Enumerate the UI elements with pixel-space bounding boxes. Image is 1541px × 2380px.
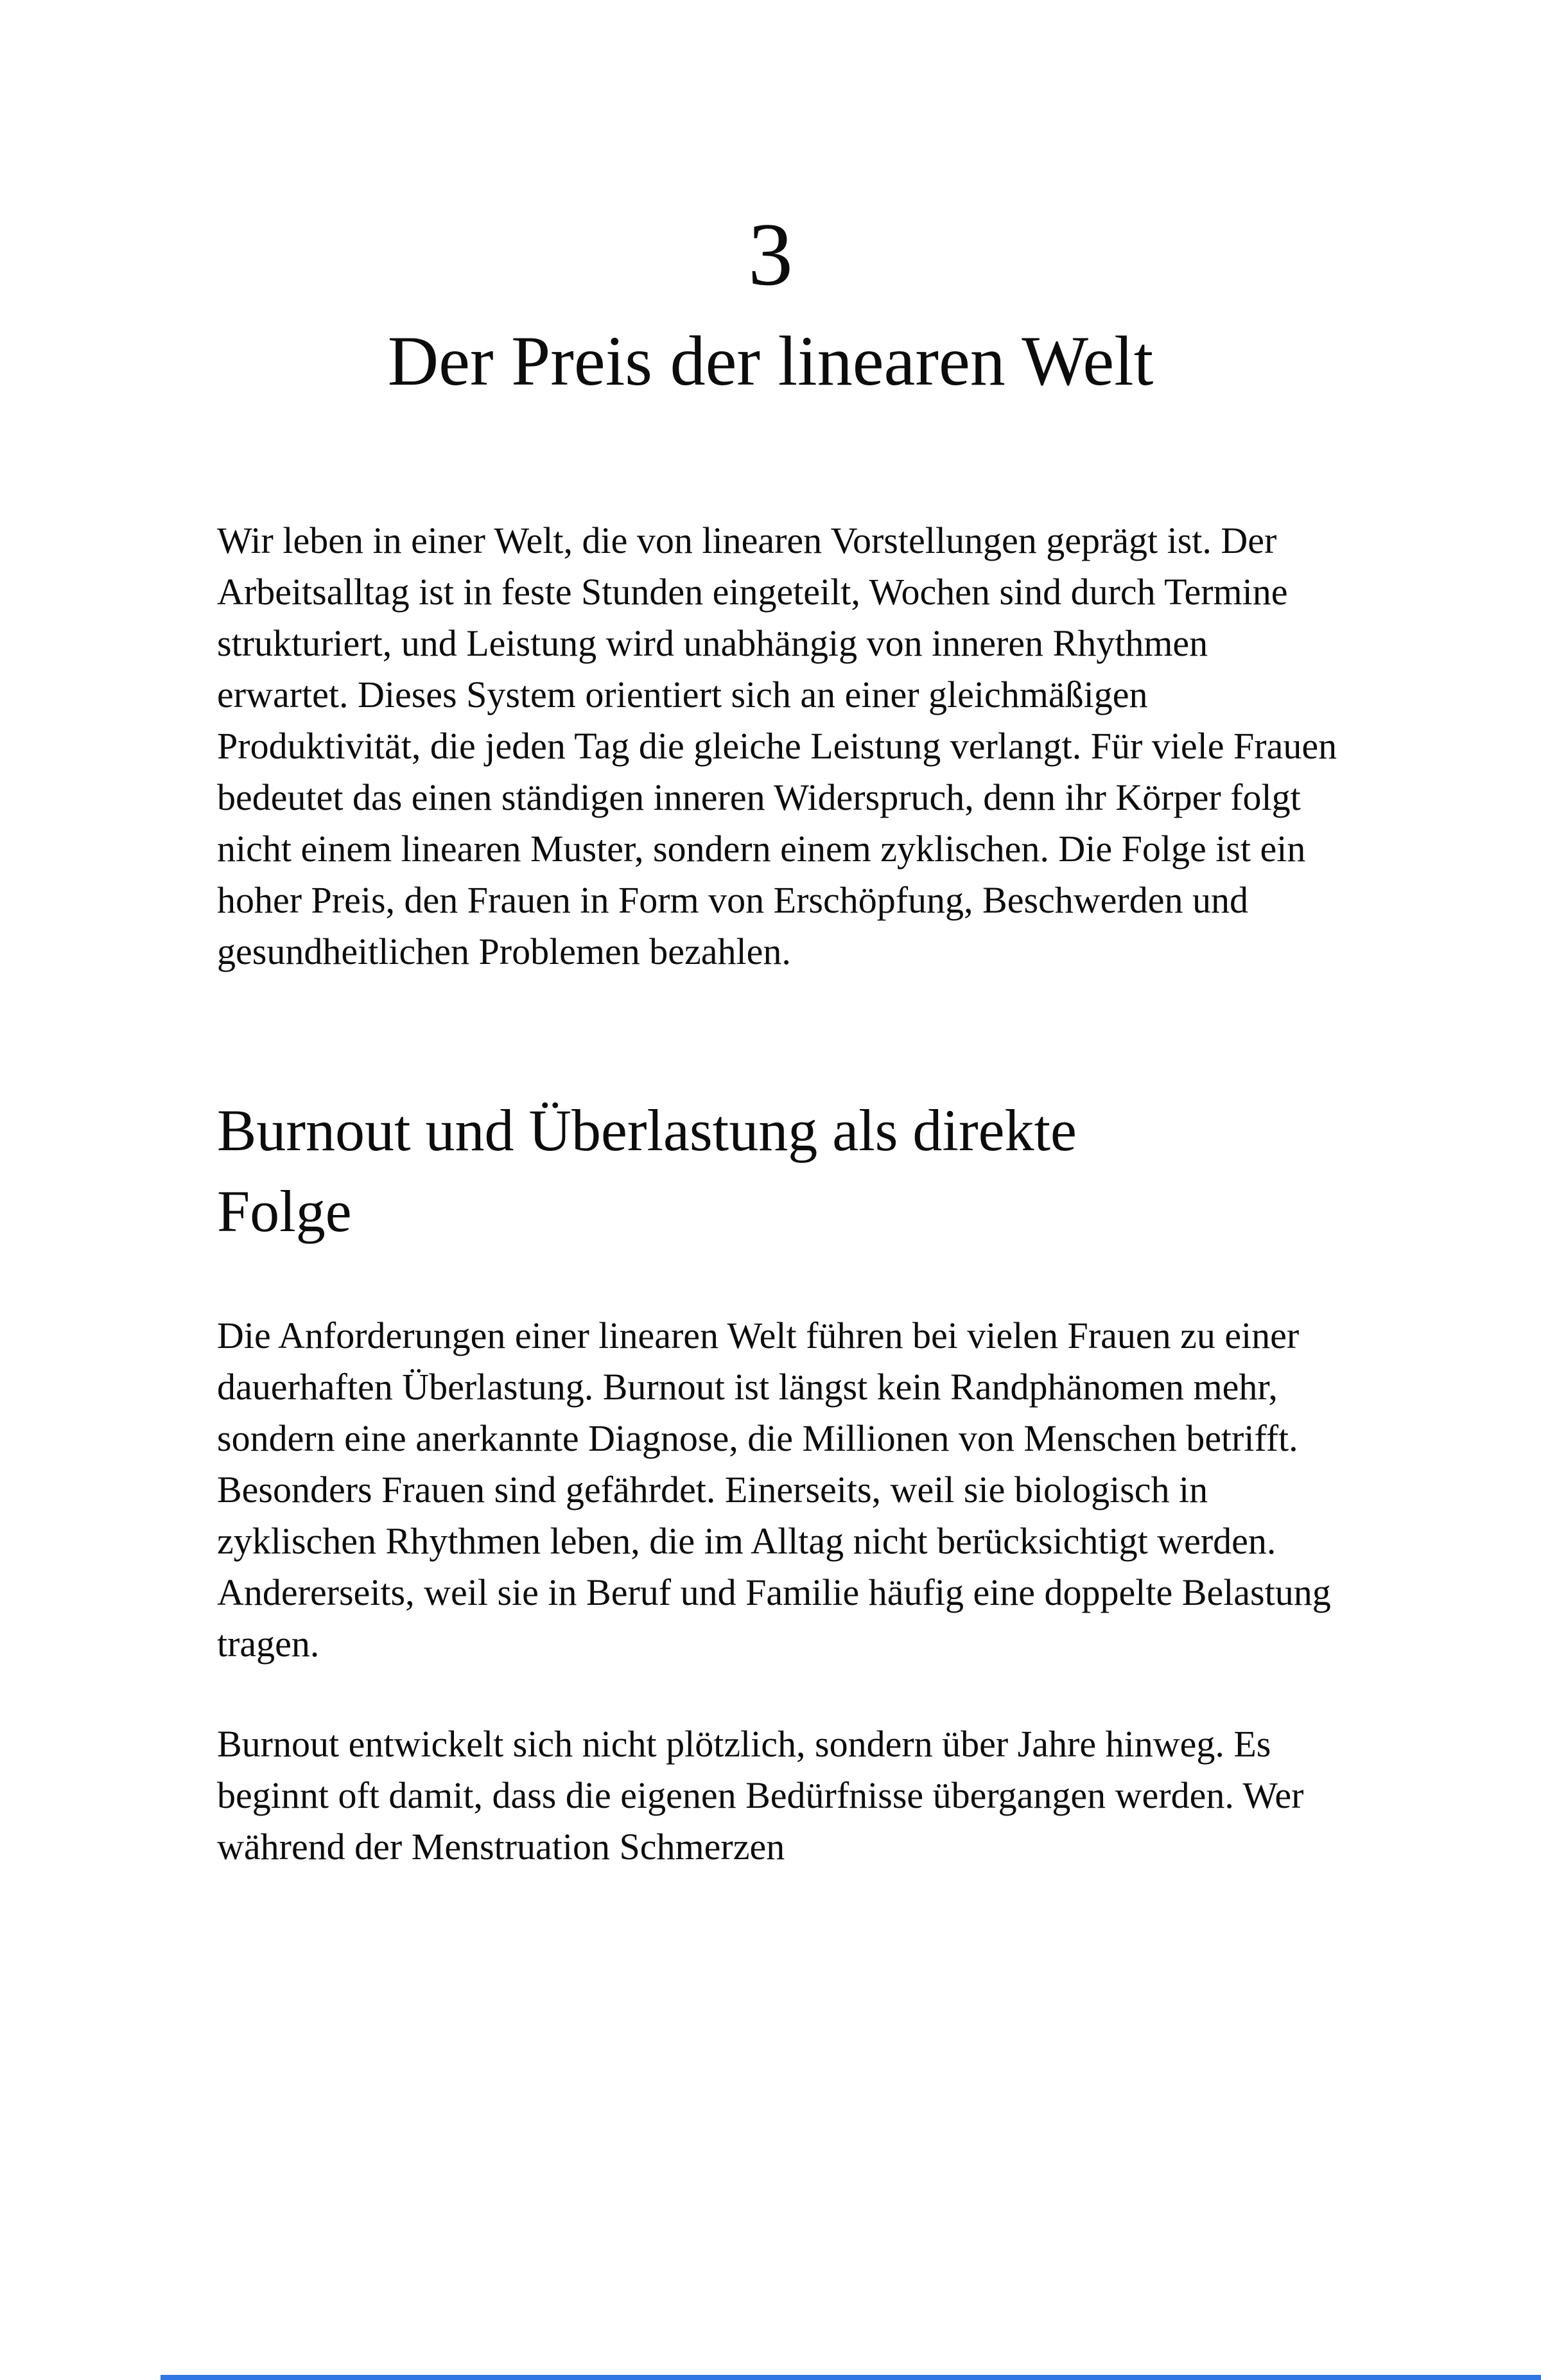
book-page — [0, 206, 1541, 2380]
page-content — [217, 515, 1348, 1873]
bottom-blue-line — [161, 2375, 1541, 2380]
chapter-header — [0, 206, 1541, 406]
section-paragraph-1: Die Anforderungen einer linearen Welt führen bei vielen Frauen zu einer dauerhaften Überlastung. Burnout ist längst kein Randphänomen mehr, sondern eine anerkannte Diagnose, die Millionen von Menschen betrifft. Besonders Frauen sind gefährdet. Einerseits, weil sie biologisch in zyklischen Rhythmen leben, die im Alltag nicht berücksichtigt werden. Andererseits, weil sie in Beruf und Familie häufig eine doppelte Belastung tragen. — [217, 1315, 1331, 1665]
intro-paragraph: Wir leben in einer Welt, die von linearen Vorstellungen geprägt ist. Der Arbeitsalltag ist in feste Stunden eingeteilt, Wochen sind durch Termine strukturiert, und Leistung wird unabhängig von inneren Rhythmen erwartet. Dieses System orientiert sich an einer gleichmäßigen Produktivität, die jeden Tag die gleiche Leistung verlangt. Für viele Frauen bedeutet das einen ständigen inneren Widerspruch, denn ihr Körper folgt nicht einem linearen Muster, sondern einem zyklischen. Die Folge ist ein hoher Preis, den Frauen in Form von Erschöpfung, Beschwerden und gesundheitlichen Problemen bezahlen. — [217, 519, 1337, 972]
section-paragraph-2: Burnout entwickelt sich nicht plötzlich, sondern über Jahre hinweg. Es beginnt oft damit, dass die eigenen Bedürfnisse übergangen werden. Wer während der Menstruation Schmerzen — [217, 1723, 1304, 1868]
chapter-number: 3 — [748, 205, 793, 304]
chapter-title: Der Preis der linearen Welt — [387, 322, 1154, 400]
section-heading: Burnout und Überlastung als direkte Folge — [217, 1097, 1077, 1245]
